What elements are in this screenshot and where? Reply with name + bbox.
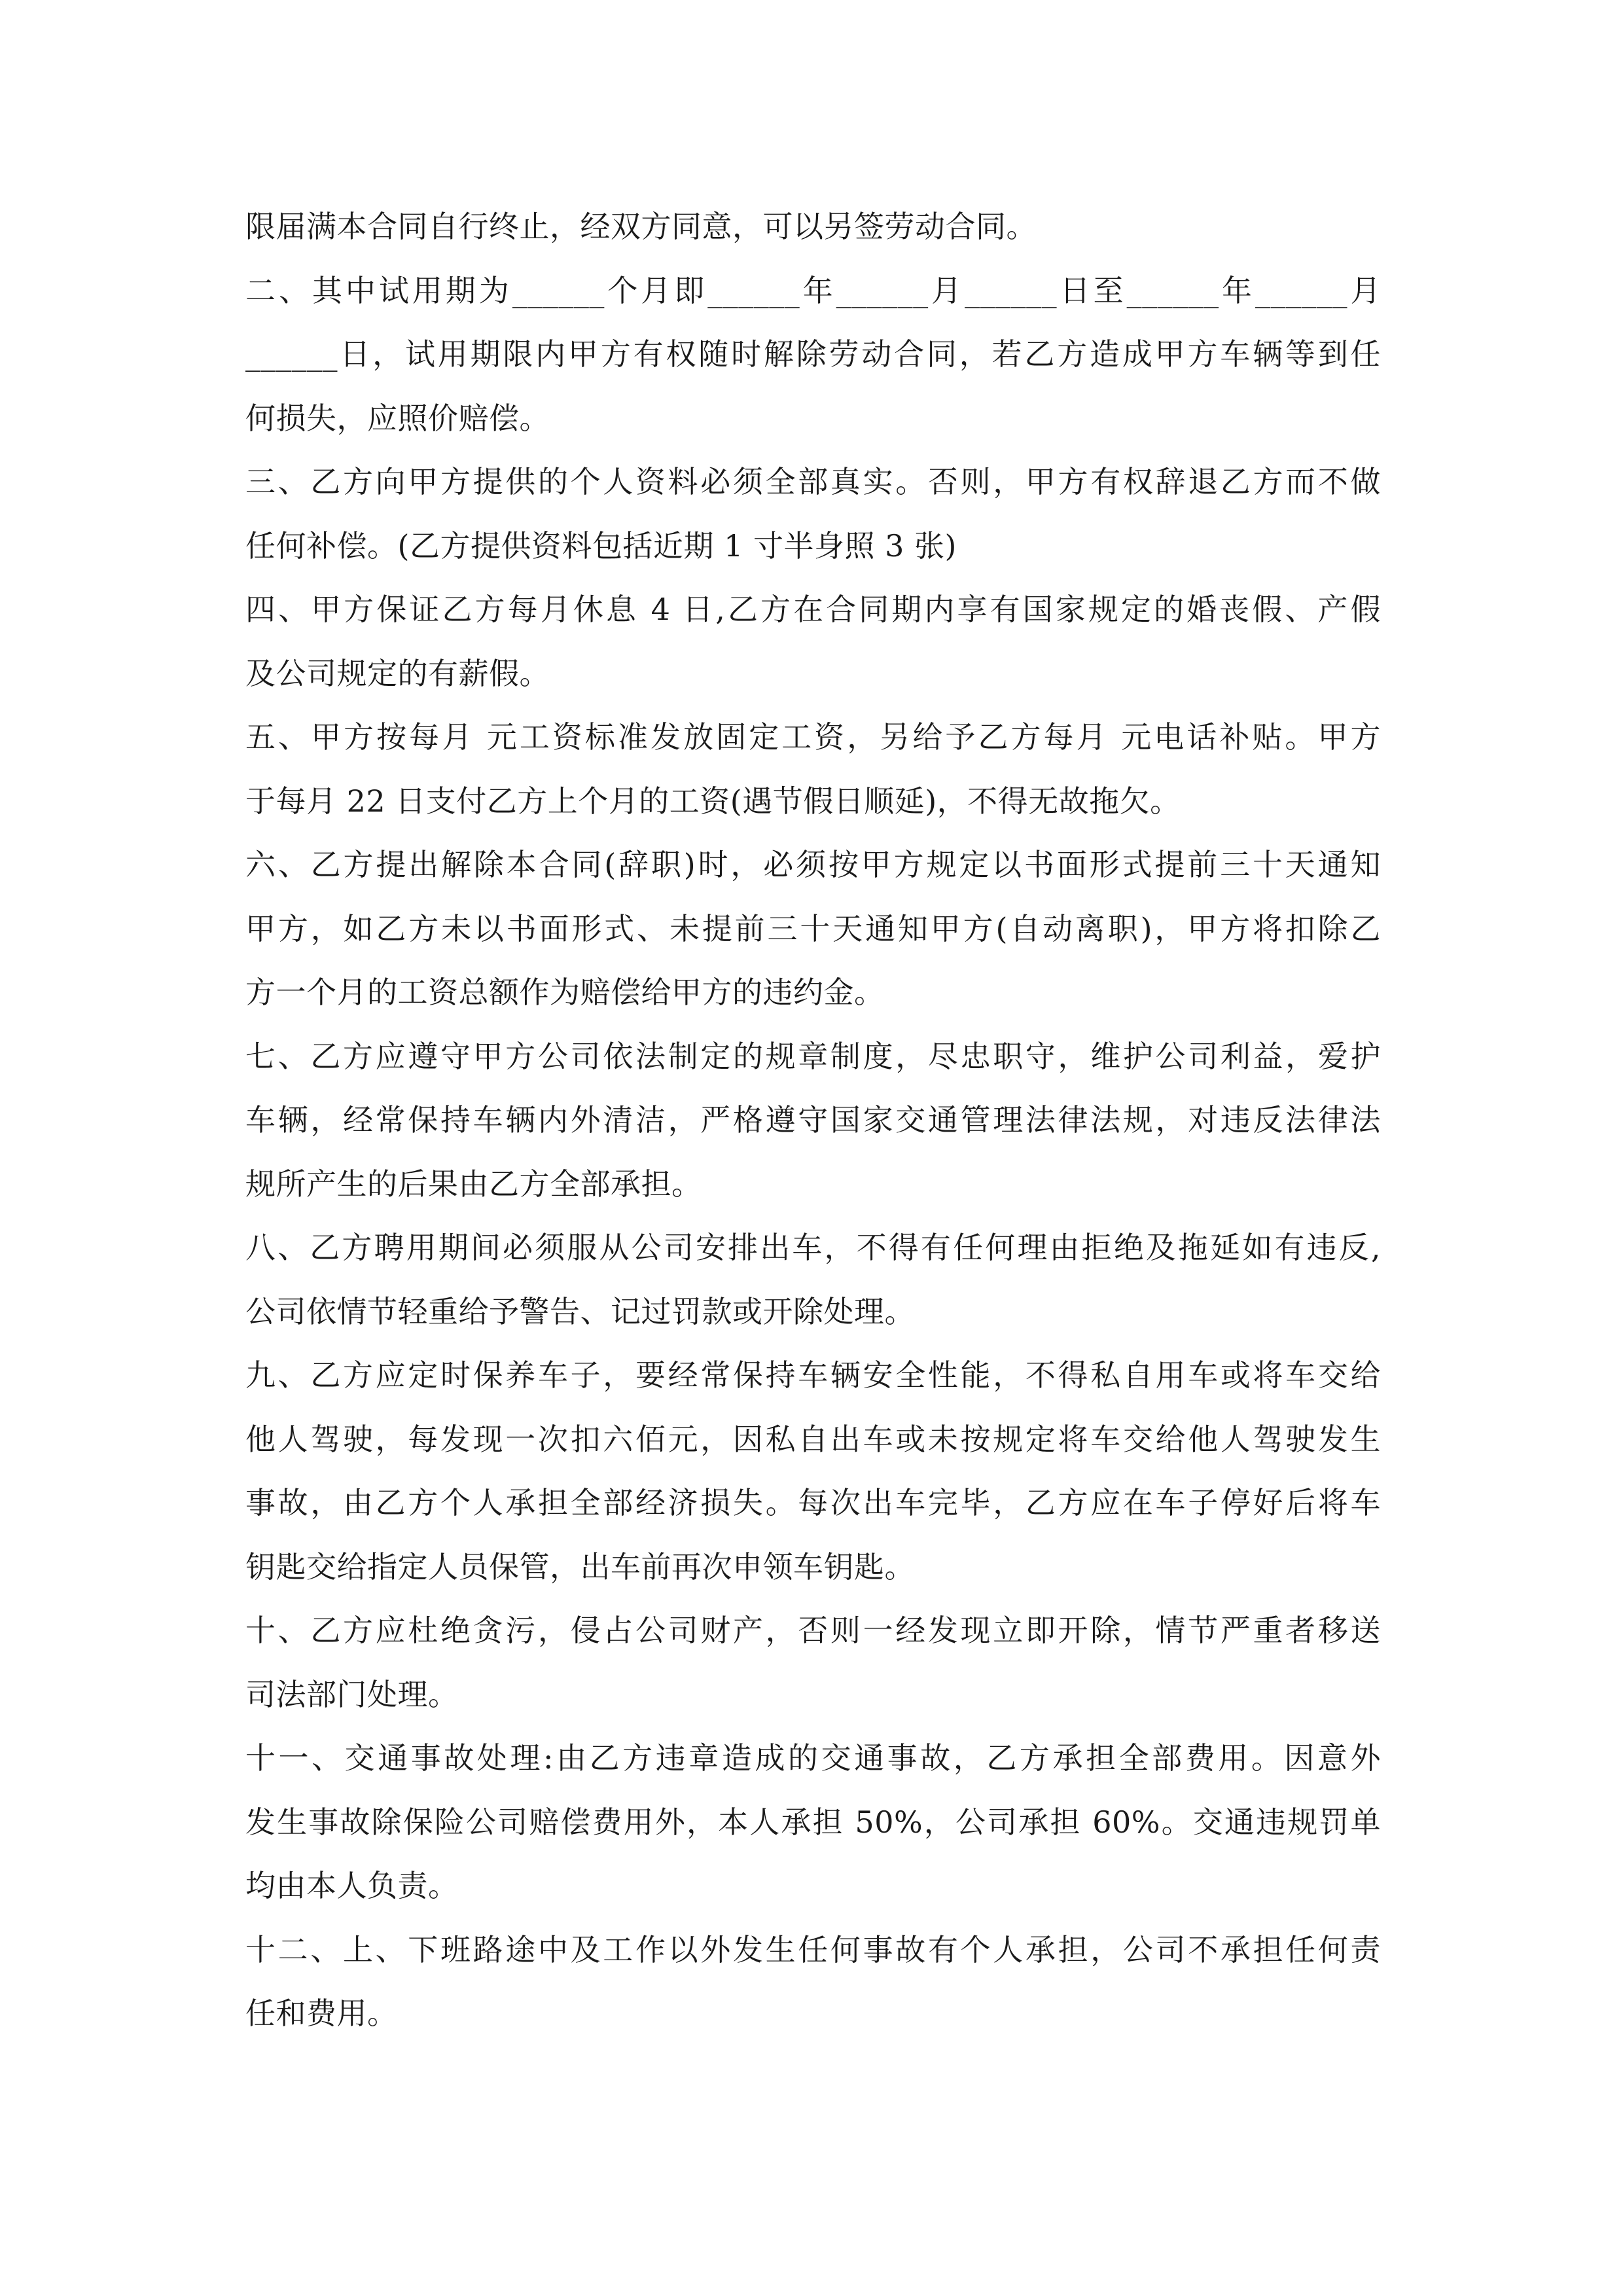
text-line: 公司依情节轻重给予警告、记过罚款或开除处理。: [245, 1293, 915, 1329]
text-line: 他人驾驶，每发现一次扣六佰元，因私自出车或未按规定将车交给他人驾驶发生: [245, 1421, 1381, 1457]
text-line: 何损失，应照价赔偿。: [245, 400, 550, 436]
text-line: 钥匙交给指定人员保管，出车前再次申领车钥匙。: [245, 1549, 915, 1585]
text-line: 于每月 22 日支付乙方上个月的工资(遇节假日顺延)，不得无故拖欠。: [245, 783, 1181, 819]
text-line: 均由本人负责。: [245, 1868, 459, 1903]
text-line: 四、甲方保证乙方每月休息 4 日,乙方在合同期内享有国家规定的婚丧假、产假: [245, 592, 1381, 627]
text-line: 十二、上、下班路途中及工作以外发生任何事故有个人承担，公司不承担任何责: [245, 1931, 1381, 1967]
text-line: 发生事故除保险公司赔偿费用外，本人承担 50%，公司承担 60%。交通违规罚单: [245, 1804, 1381, 1840]
text-line: 十一、交通事故处理:由乙方违章造成的交通事故，乙方承担全部费用。因意外: [245, 1740, 1381, 1776]
text-line: 甲方，如乙方未以书面形式、未提前三十天通知甲方(自动离职)，甲方将扣除乙: [245, 910, 1381, 946]
text-line: 十、乙方应杜绝贪污，侵占公司财产，否则一经发现立即开除，情节严重者移送: [245, 1613, 1381, 1648]
text-line: 方一个月的工资总额作为赔偿给甲方的违约金。: [245, 975, 885, 1010]
text-line: 七、乙方应遵守甲方公司依法制定的规章制度，尽忠职守，维护公司利益，爱护: [245, 1038, 1381, 1074]
text-line: 二、其中试用期为______个月即______年______月______日至______年______月: [245, 272, 1381, 308]
text-line: 车辆，经常保持车辆内外清洁，严格遵守国家交通管理法律法规，对违反法律法: [245, 1102, 1381, 1138]
text-line: 事故，由乙方个人承担全部经济损失。每次出车完毕，乙方应在车子停好后将车: [245, 1485, 1381, 1520]
text-line: ______日，试用期限内甲方有权随时解除劳动合同，若乙方造成甲方车辆等到任: [245, 336, 1381, 372]
text-line: 九、乙方应定时保养车子，要经常保持车辆安全性能，不得私自用车或将车交给: [245, 1357, 1381, 1393]
text-line: 司法部门处理。: [245, 1676, 459, 1712]
text-line: 五、甲方按每月 元工资标准发放固定工资，另给予乙方每月 元电话补贴。甲方: [245, 719, 1381, 755]
contract-body: [245, 195, 1381, 2046]
text-line: 三、乙方向甲方提供的个人资料必须全部真实。否则，甲方有权辞退乙方而不做: [245, 464, 1381, 499]
text-line: 限届满本合同自行终止，经双方同意，可以另签劳动合同。: [245, 209, 1037, 244]
text-line: 六、乙方提出解除本合同(辞职)时，必须按甲方规定以书面形式提前三十天通知: [245, 847, 1381, 882]
text-line: 任和费用。: [245, 1996, 398, 2031]
text-line: 任何补偿。(乙方提供资料包括近期 1 寸半身照 3 张): [245, 528, 957, 564]
text-line: 及公司规定的有薪假。: [245, 655, 550, 691]
text-line: 八、乙方聘用期间必须服从公司安排出车，不得有任何理由拒绝及拖延如有违反,: [245, 1230, 1381, 1265]
text-line: 规所产生的后果由乙方全部承担。: [245, 1166, 702, 1202]
